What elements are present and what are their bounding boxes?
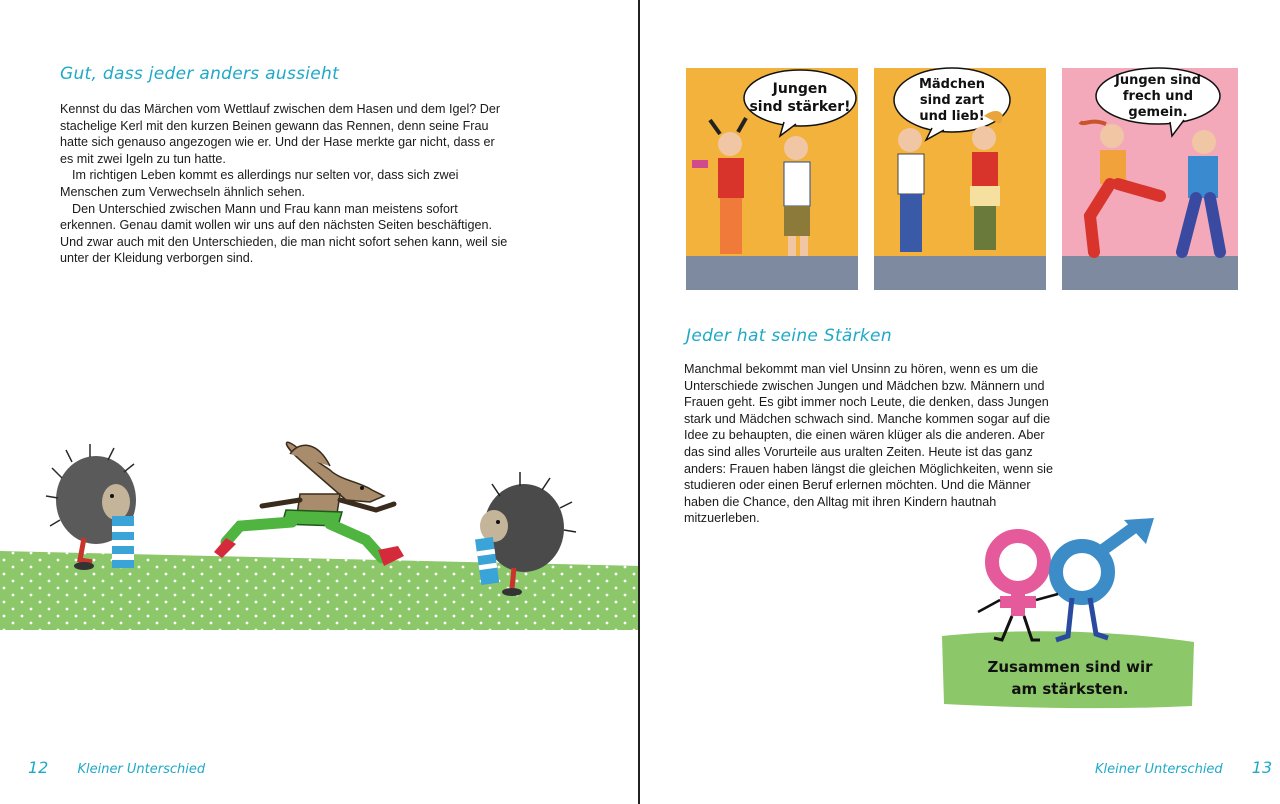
running-title-right: Kleiner Unterschied: [1095, 762, 1223, 777]
left-body-text: [60, 101, 508, 267]
left-paragraph-2: Im richtigen Leben kommt es allerdings nur selten vor, dass sich zwei Menschen zum Verwechseln ähnlich sehen.: [60, 168, 459, 199]
right-page: [640, 0, 1280, 804]
panel-1-line-2: sind stärker!: [749, 99, 851, 115]
comic-strip: [684, 66, 1244, 292]
panel-3-line-2: frech und: [1122, 89, 1194, 104]
left-paragraph-3: Den Unterschied zwischen Mann und Frau kann man meistens sofort erkennen. Genau damit wollen wir uns auf den nächsten Seiten beschäftigen. Und zwar auch mit den Unterschieden, die man nicht sofort sehen kann, weil sie unter der Kleidung verborgen sind.: [60, 201, 508, 266]
hedgehog-left-icon: [46, 444, 136, 570]
gender-symbols-illustration: [940, 518, 1200, 714]
right-heading: Jeder hat seine Stärken: [686, 326, 892, 346]
left-page: [0, 0, 639, 804]
caption-line-1: Zusammen sind wir: [987, 658, 1153, 676]
panel-2-line-1: Mädchen: [918, 77, 986, 92]
panel-3-line-3: gemein.: [1128, 105, 1188, 120]
caption-line-2: am stärksten.: [1011, 680, 1129, 698]
comic-panel-2: [874, 68, 1046, 290]
right-body-text: [684, 361, 1060, 527]
left-heading: Gut, dass jeder anders aussieht: [60, 64, 340, 84]
mars-symbol-icon: [1036, 518, 1154, 640]
page-number-left: 12: [28, 758, 49, 777]
venus-symbol-icon: [978, 536, 1044, 640]
right-folio: [1095, 758, 1272, 777]
comic-panel-1: [686, 68, 858, 290]
left-folio: [28, 758, 205, 777]
running-title-left: Kleiner Unterschied: [77, 762, 206, 777]
page-number-right: 13: [1251, 758, 1273, 777]
race-illustration: [0, 430, 639, 630]
right-paragraph-1: Manchmal bekommt man viel Unsinn zu hören, wenn es um die Unterschiede zwischen Jungen und Mädchen bzw. Männern und Frauen geht. Es gibt immer noch Leute, die denken, dass Jungen stark und Mädchen schwach sind. Manche kommen sogar auf die Idee zu behaupten, die einen wären klüger als die anderen. Aber das sind alles Vorurteile aus uralten Zeiten. Heute ist das ganz anders: Frauen haben längst die gleichen Möglichkeiten, wenn sie studieren oder einen Beruf erlernen möchten. Und die Männer haben die Chance, den Alltag mit ihren Kindern hautnah mitzuerleben.: [684, 362, 1053, 526]
panel-3-line-1: Jungen sind: [1114, 73, 1202, 88]
panel-1-line-1: Jungen: [772, 81, 828, 97]
comic-panel-3: [1062, 68, 1238, 290]
panel-2-line-3: und lieb!: [919, 109, 985, 124]
hare-icon: [214, 442, 404, 566]
left-paragraph-1: Kennst du das Märchen vom Wettlauf zwischen dem Hasen und dem Igel? Der stachelige Kerl mit den kurzen Beinen gewann das Rennen, denn seine Frau hatte sich genauso angezogen wie er. Und der Hase merkte gar nicht, dass er es mit zwei Igeln zu tun hatte.: [60, 102, 501, 166]
panel-2-line-2: sind zart: [919, 93, 985, 108]
